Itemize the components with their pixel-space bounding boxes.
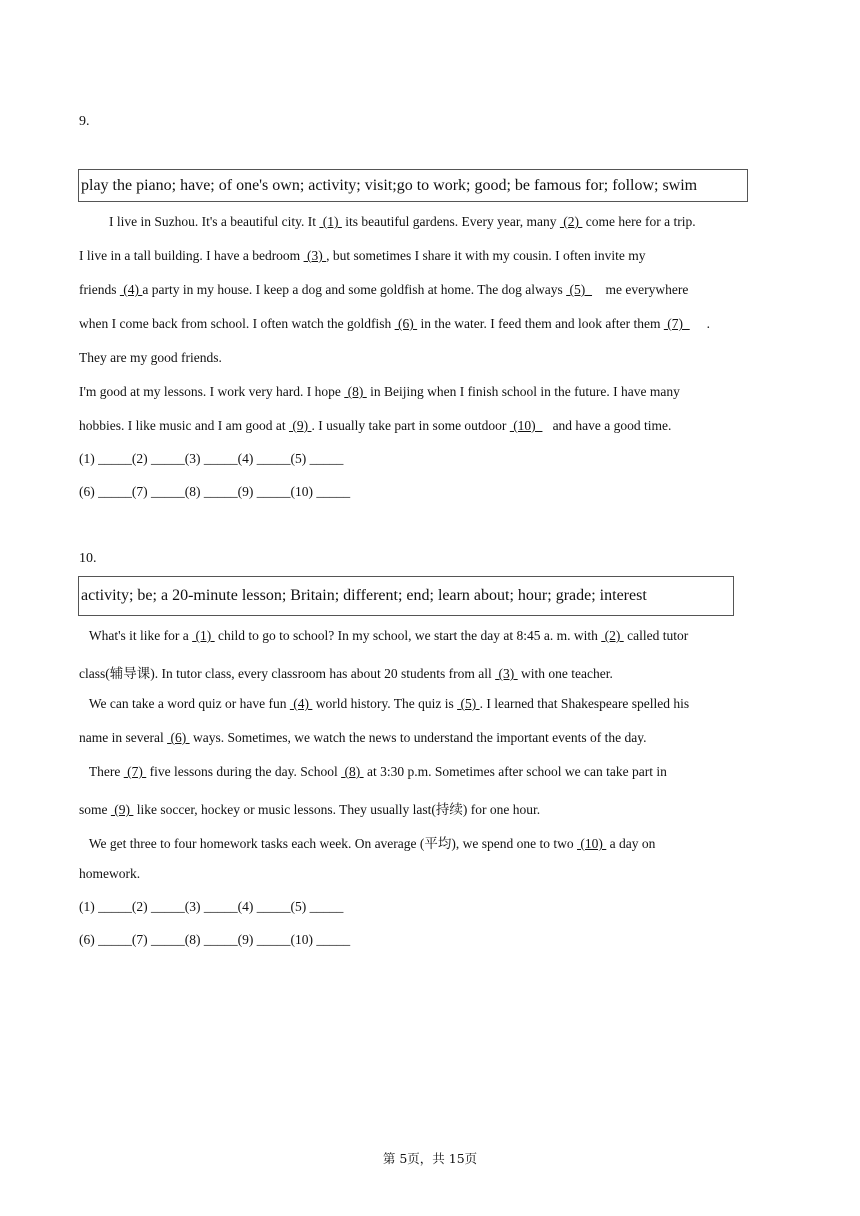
question-9-word-box xyxy=(78,169,748,202)
question-9-number: 9. xyxy=(79,114,90,129)
blank-marker: (2) xyxy=(601,628,624,643)
passage-text: in Beijing when I finish school in the future. I have many xyxy=(366,384,680,399)
passage-text: its beautiful gardens. Every year, many xyxy=(341,214,560,229)
q9-passage-line xyxy=(79,248,646,264)
q9-passage-line xyxy=(79,418,671,434)
blank-marker: (1) xyxy=(192,628,215,643)
passage-text: called tutor xyxy=(623,628,689,643)
q10-passage-line xyxy=(79,662,613,682)
q10-passage-line xyxy=(79,696,689,712)
passage-text: I'm good at my lessons. I work very hard. I hope xyxy=(79,384,345,399)
blank-marker: (4) xyxy=(119,282,143,297)
passage-text: . xyxy=(689,316,710,331)
blank-marker: (8) xyxy=(341,764,364,779)
passage-text: What's it like for a xyxy=(79,628,193,643)
question-10-answer-row-1: (1) _____(2) _____(3) _____(4) _____(5) _____ xyxy=(79,899,344,914)
question-10-number: 10. xyxy=(79,551,97,566)
q10-passage-line xyxy=(79,866,140,882)
passage-text: I live in Suzhou. It's a beautiful city. It xyxy=(109,214,320,229)
passage-text: some xyxy=(79,802,111,817)
passage-text: There xyxy=(79,764,124,779)
question-10-word-box-text: activity; be; a 20-minute lesson; Britain; different; end; learn about; hour; grade; interest xyxy=(81,587,647,604)
q9-passage-line xyxy=(79,282,688,298)
question-10-word-box xyxy=(78,576,734,616)
blank-marker: (3) xyxy=(495,666,518,681)
passage-text: and have a good time. xyxy=(542,418,672,433)
q10-passage-line xyxy=(79,730,646,746)
q9-passage-line xyxy=(79,350,222,366)
passage-text: in the water. I feed them and look after them xyxy=(417,316,664,331)
blank-marker: (7) xyxy=(123,764,147,779)
passage-text: child to go to school? In my school, we start the day at 8:45 a. m. with xyxy=(214,628,602,643)
passage-text: class(辅导课). In tutor class, every classroom has about 20 students from all xyxy=(79,666,496,681)
blank-marker: (10) xyxy=(509,418,543,433)
question-9-word-box-text: play the piano; have; of one's own; activity; visit;go to work; good; be famous for; follow; swim xyxy=(81,176,698,194)
question-9-answer-row-2: (6) _____(7) _____(8) _____(9) _____(10) _____ xyxy=(79,484,351,499)
passage-text: . I learned that Shakespeare spelled his xyxy=(479,696,690,711)
blank-marker: (5) xyxy=(566,282,593,297)
blank-marker: (9) xyxy=(288,418,312,433)
passage-text: at 3:30 p.m. Sometimes after school we can take part in xyxy=(363,764,667,779)
passage-text: a party in my house. I keep a dog and some goldfish at home. The dog always xyxy=(142,282,567,297)
page-footer: 第 5页，共 15页 xyxy=(382,1151,478,1166)
blank-marker: (1) xyxy=(319,214,342,229)
passage-text: . I usually take part in some outdoor xyxy=(311,418,510,433)
q9-passage-line xyxy=(79,384,680,400)
passage-text: hobbies. I like music and I am good at xyxy=(79,418,289,433)
blank-marker: (8) xyxy=(344,384,367,399)
question-9-answer-row-1: (1) _____(2) _____(3) _____(4) _____(5) _____ xyxy=(79,451,344,466)
q9-passage-line xyxy=(79,316,710,332)
blank-marker: (2) xyxy=(559,214,583,229)
passage-text: They are my good friends. xyxy=(79,350,222,365)
passage-text: I live in a tall building. I have a bedroom xyxy=(79,248,304,263)
q10-passage-line xyxy=(79,628,688,644)
passage-text: name in several xyxy=(79,730,168,745)
passage-text: friends xyxy=(79,282,120,297)
q10-passage-line xyxy=(79,798,540,818)
passage-text: me everywhere xyxy=(592,282,689,297)
blank-marker: (6) xyxy=(167,730,190,745)
blank-marker: (3) xyxy=(303,248,327,263)
passage-text: five lessons during the day. School xyxy=(146,764,342,779)
q10-passage-line xyxy=(79,832,655,852)
passage-text: homework. xyxy=(79,866,141,881)
passage-text: come here for a trip. xyxy=(582,214,696,229)
blank-marker: (4) xyxy=(289,696,313,711)
blank-marker: (10) xyxy=(577,836,607,851)
passage-text: We get three to four homework tasks each week. On average (平均), we spend one to two xyxy=(79,836,578,851)
passage-text: ways. Sometimes, we watch the news to understand the important events of the day. xyxy=(189,730,647,745)
question-10-answer-row-2: (6) _____(7) _____(8) _____(9) _____(10) _____ xyxy=(79,932,351,947)
passage-text: a day on xyxy=(606,836,656,851)
passage-text: We can take a word quiz or have fun xyxy=(79,696,290,711)
passage-text: , but sometimes I share it with my cousin. I often invite my xyxy=(326,248,646,263)
q10-passage-line xyxy=(79,764,667,780)
passage-text: world history. The quiz is xyxy=(312,696,458,711)
blank-marker: (6) xyxy=(394,316,418,331)
blank-marker: (9) xyxy=(110,802,134,817)
blank-marker: (5) xyxy=(457,696,480,711)
passage-text: with one teacher. xyxy=(517,666,613,681)
blank-marker: (7) xyxy=(663,316,690,331)
passage-text: like soccer, hockey or music lessons. They usually last(持续) for one hour. xyxy=(133,802,541,817)
passage-text: when I come back from school. I often watch the goldfish xyxy=(79,316,395,331)
q9-passage-line xyxy=(109,214,696,230)
